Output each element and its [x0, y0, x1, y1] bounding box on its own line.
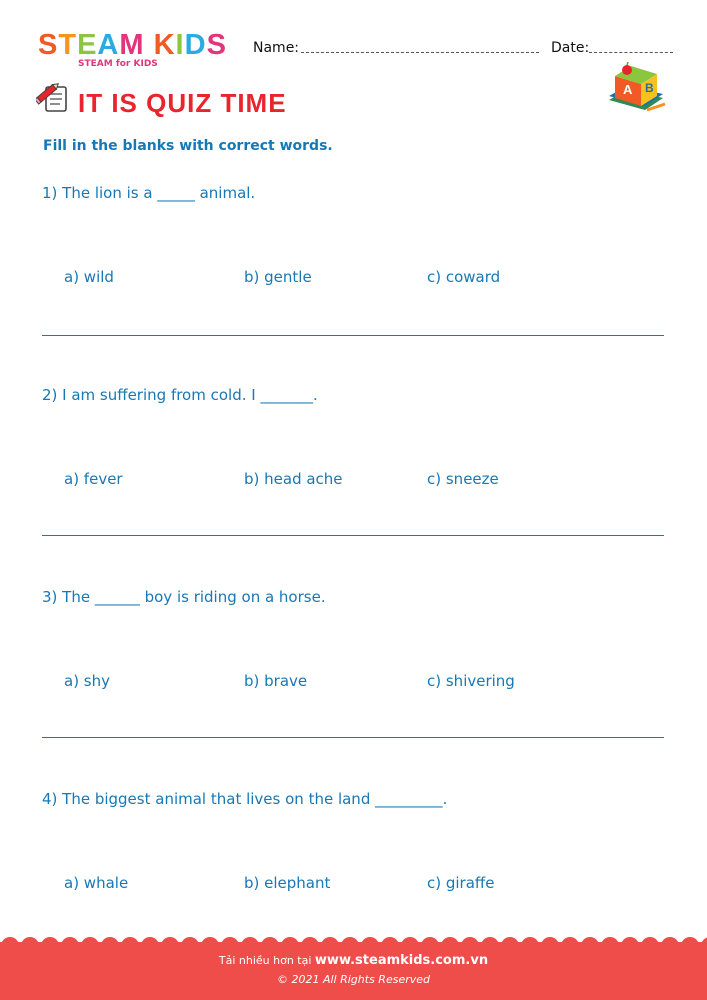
q3-option-a[interactable]: a) shy: [64, 672, 111, 690]
footer-more-line: [0, 953, 707, 968]
q4-option-a[interactable]: a) whale: [64, 874, 129, 892]
pencil-paper-icon: [36, 82, 70, 114]
q1-option-c[interactable]: c) coward: [427, 268, 501, 286]
page-title: IT IS QUIZ TIME: [78, 88, 287, 118]
logo-letter: A: [97, 29, 120, 61]
logo-letter: I: [175, 29, 185, 61]
q3-option-c[interactable]: c) shivering: [427, 672, 515, 690]
logo-letter: S: [206, 29, 227, 61]
question-1: 1) The lion is a _____ animal.: [42, 184, 256, 202]
logo-wordmark: [38, 30, 238, 60]
q2-option-a[interactable]: a) fever: [64, 470, 123, 488]
q4-option-b[interactable]: b) elephant: [244, 874, 331, 892]
logo-letter: E: [77, 29, 98, 61]
question-2: 2) I am suffering from cold. I _______.: [42, 386, 318, 404]
logo-subtitle: STEAM for KIDS: [78, 59, 158, 69]
steam-kids-logo: [38, 30, 238, 70]
footer-band: [0, 942, 707, 1000]
logo-letter: M: [119, 29, 145, 61]
logo-letter: S: [38, 29, 59, 61]
question-4: 4) The biggest animal that lives on the land _________.: [42, 790, 448, 808]
divider-line: [42, 737, 664, 738]
name-field[interactable]: [301, 52, 539, 53]
name-label: Name:: [253, 40, 300, 56]
logo-letter: [145, 29, 154, 61]
question-3: 3) The ______ boy is riding on a horse.: [42, 588, 326, 606]
date-label: Date:: [551, 40, 590, 56]
name-date-row: [253, 40, 673, 58]
date-field[interactable]: [589, 52, 673, 53]
logo-letter: T: [58, 29, 78, 61]
q1-option-a[interactable]: a) wild: [64, 268, 114, 286]
q4-option-c[interactable]: c) giraffe: [427, 874, 495, 892]
svg-text:A: A: [623, 82, 633, 97]
instruction-text: Fill in the blanks with correct words.: [43, 138, 333, 154]
q1-option-b[interactable]: b) gentle: [244, 268, 312, 286]
abc-books-icon: [605, 62, 667, 114]
logo-letter: K: [153, 29, 176, 61]
footer-site-link[interactable]: www.steamkids.com.vn: [314, 953, 489, 968]
q3-option-b[interactable]: b) brave: [244, 672, 308, 690]
footer-copyright: © 2021 All Rights Reserved: [276, 973, 430, 986]
svg-text:B: B: [645, 81, 654, 95]
q2-option-b[interactable]: b) head ache: [244, 470, 343, 488]
divider-line: [42, 335, 664, 336]
q2-option-c[interactable]: c) sneeze: [427, 470, 499, 488]
divider-line: [42, 535, 664, 536]
logo-letter: D: [184, 29, 207, 61]
footer-more-prefix: Tải nhiều hơn tại: [218, 954, 312, 967]
